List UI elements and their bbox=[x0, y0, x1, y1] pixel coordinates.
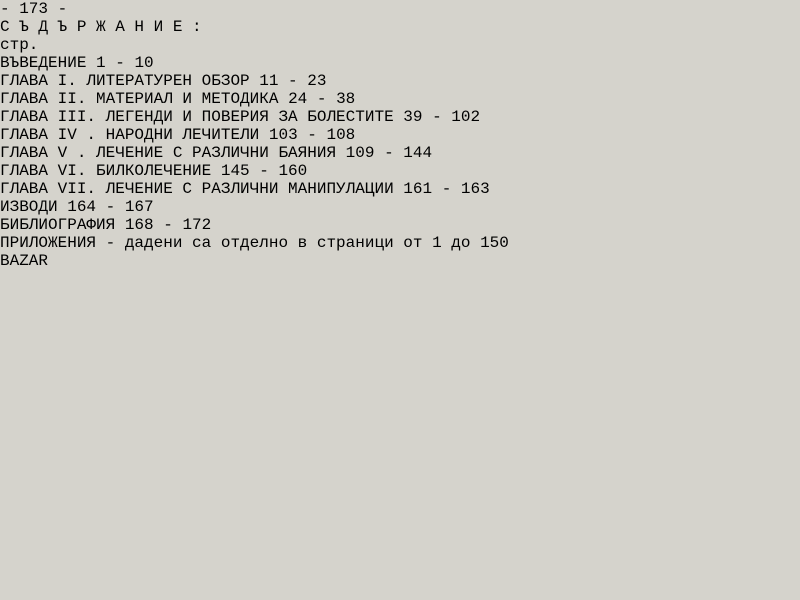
toc-entry-label: ИЗВОДИ bbox=[0, 198, 58, 216]
toc-entry-label: БИБЛИОГРАФИЯ bbox=[0, 216, 116, 234]
toc-entry-label: ГЛАВА VII. ЛЕЧЕНИЕ С РАЗЛИЧНИ МАНИПУЛАЦИИ bbox=[0, 180, 394, 198]
toc-heading: С Ъ Д Ъ Р Ж А Н И Е : bbox=[0, 18, 202, 36]
pages-column-header: стр. bbox=[0, 36, 39, 54]
bazar-watermark-text: BAZAR bbox=[0, 252, 49, 270]
toc-entry-label: ГЛАВА IV . НАРОДНИ ЛЕЧИТЕЛИ bbox=[0, 126, 260, 144]
toc-entry-pages: 164 - 167 bbox=[67, 198, 154, 216]
toc-entry-pages: 109 - 144 bbox=[345, 144, 433, 162]
page-number: - 173 - bbox=[0, 0, 68, 18]
toc-entry-pages: 24 - 38 bbox=[288, 90, 356, 108]
toc-entry-label: ГЛАВА I. ЛИТЕРАТУРЕН ОБЗОР bbox=[0, 72, 250, 90]
toc-entry-label: ГЛАВА III. ЛЕГЕНДИ И ПОВЕРИЯ ЗА БОЛЕСТИТЕ bbox=[0, 108, 394, 126]
toc-entry-pages: 145 - 160 bbox=[220, 162, 308, 180]
facing-page bbox=[0, 0, 140, 600]
toc-entry-label: ПРИЛОЖЕНИЯ - дадени са отделно в страници от 1 до 150 bbox=[0, 234, 509, 252]
toc-entry-label: ГЛАВА VI. БИЛКОЛЕЧЕНИЕ bbox=[0, 162, 212, 180]
toc-entry-pages: 161 - 163 bbox=[403, 180, 490, 198]
toc-entry-label: ГЛАВА II. МАТЕРИАЛ И МЕТОДИКА bbox=[0, 90, 279, 108]
toc-entry-label: ГЛАВА V . ЛЕЧЕНИЕ С РАЗЛИЧНИ БАЯНИЯ bbox=[0, 144, 337, 162]
toc-entry-pages: 39 - 102 bbox=[403, 108, 481, 126]
toc-entry-pages: 11 - 23 bbox=[259, 72, 327, 90]
toc-entry-pages: 1 - 10 bbox=[96, 54, 154, 72]
toc-entry-pages: 168 - 172 bbox=[124, 216, 212, 234]
toc-entry-label: ВЪВЕДЕНИЕ bbox=[0, 54, 87, 72]
toc-entry-pages: 103 - 108 bbox=[268, 126, 356, 144]
